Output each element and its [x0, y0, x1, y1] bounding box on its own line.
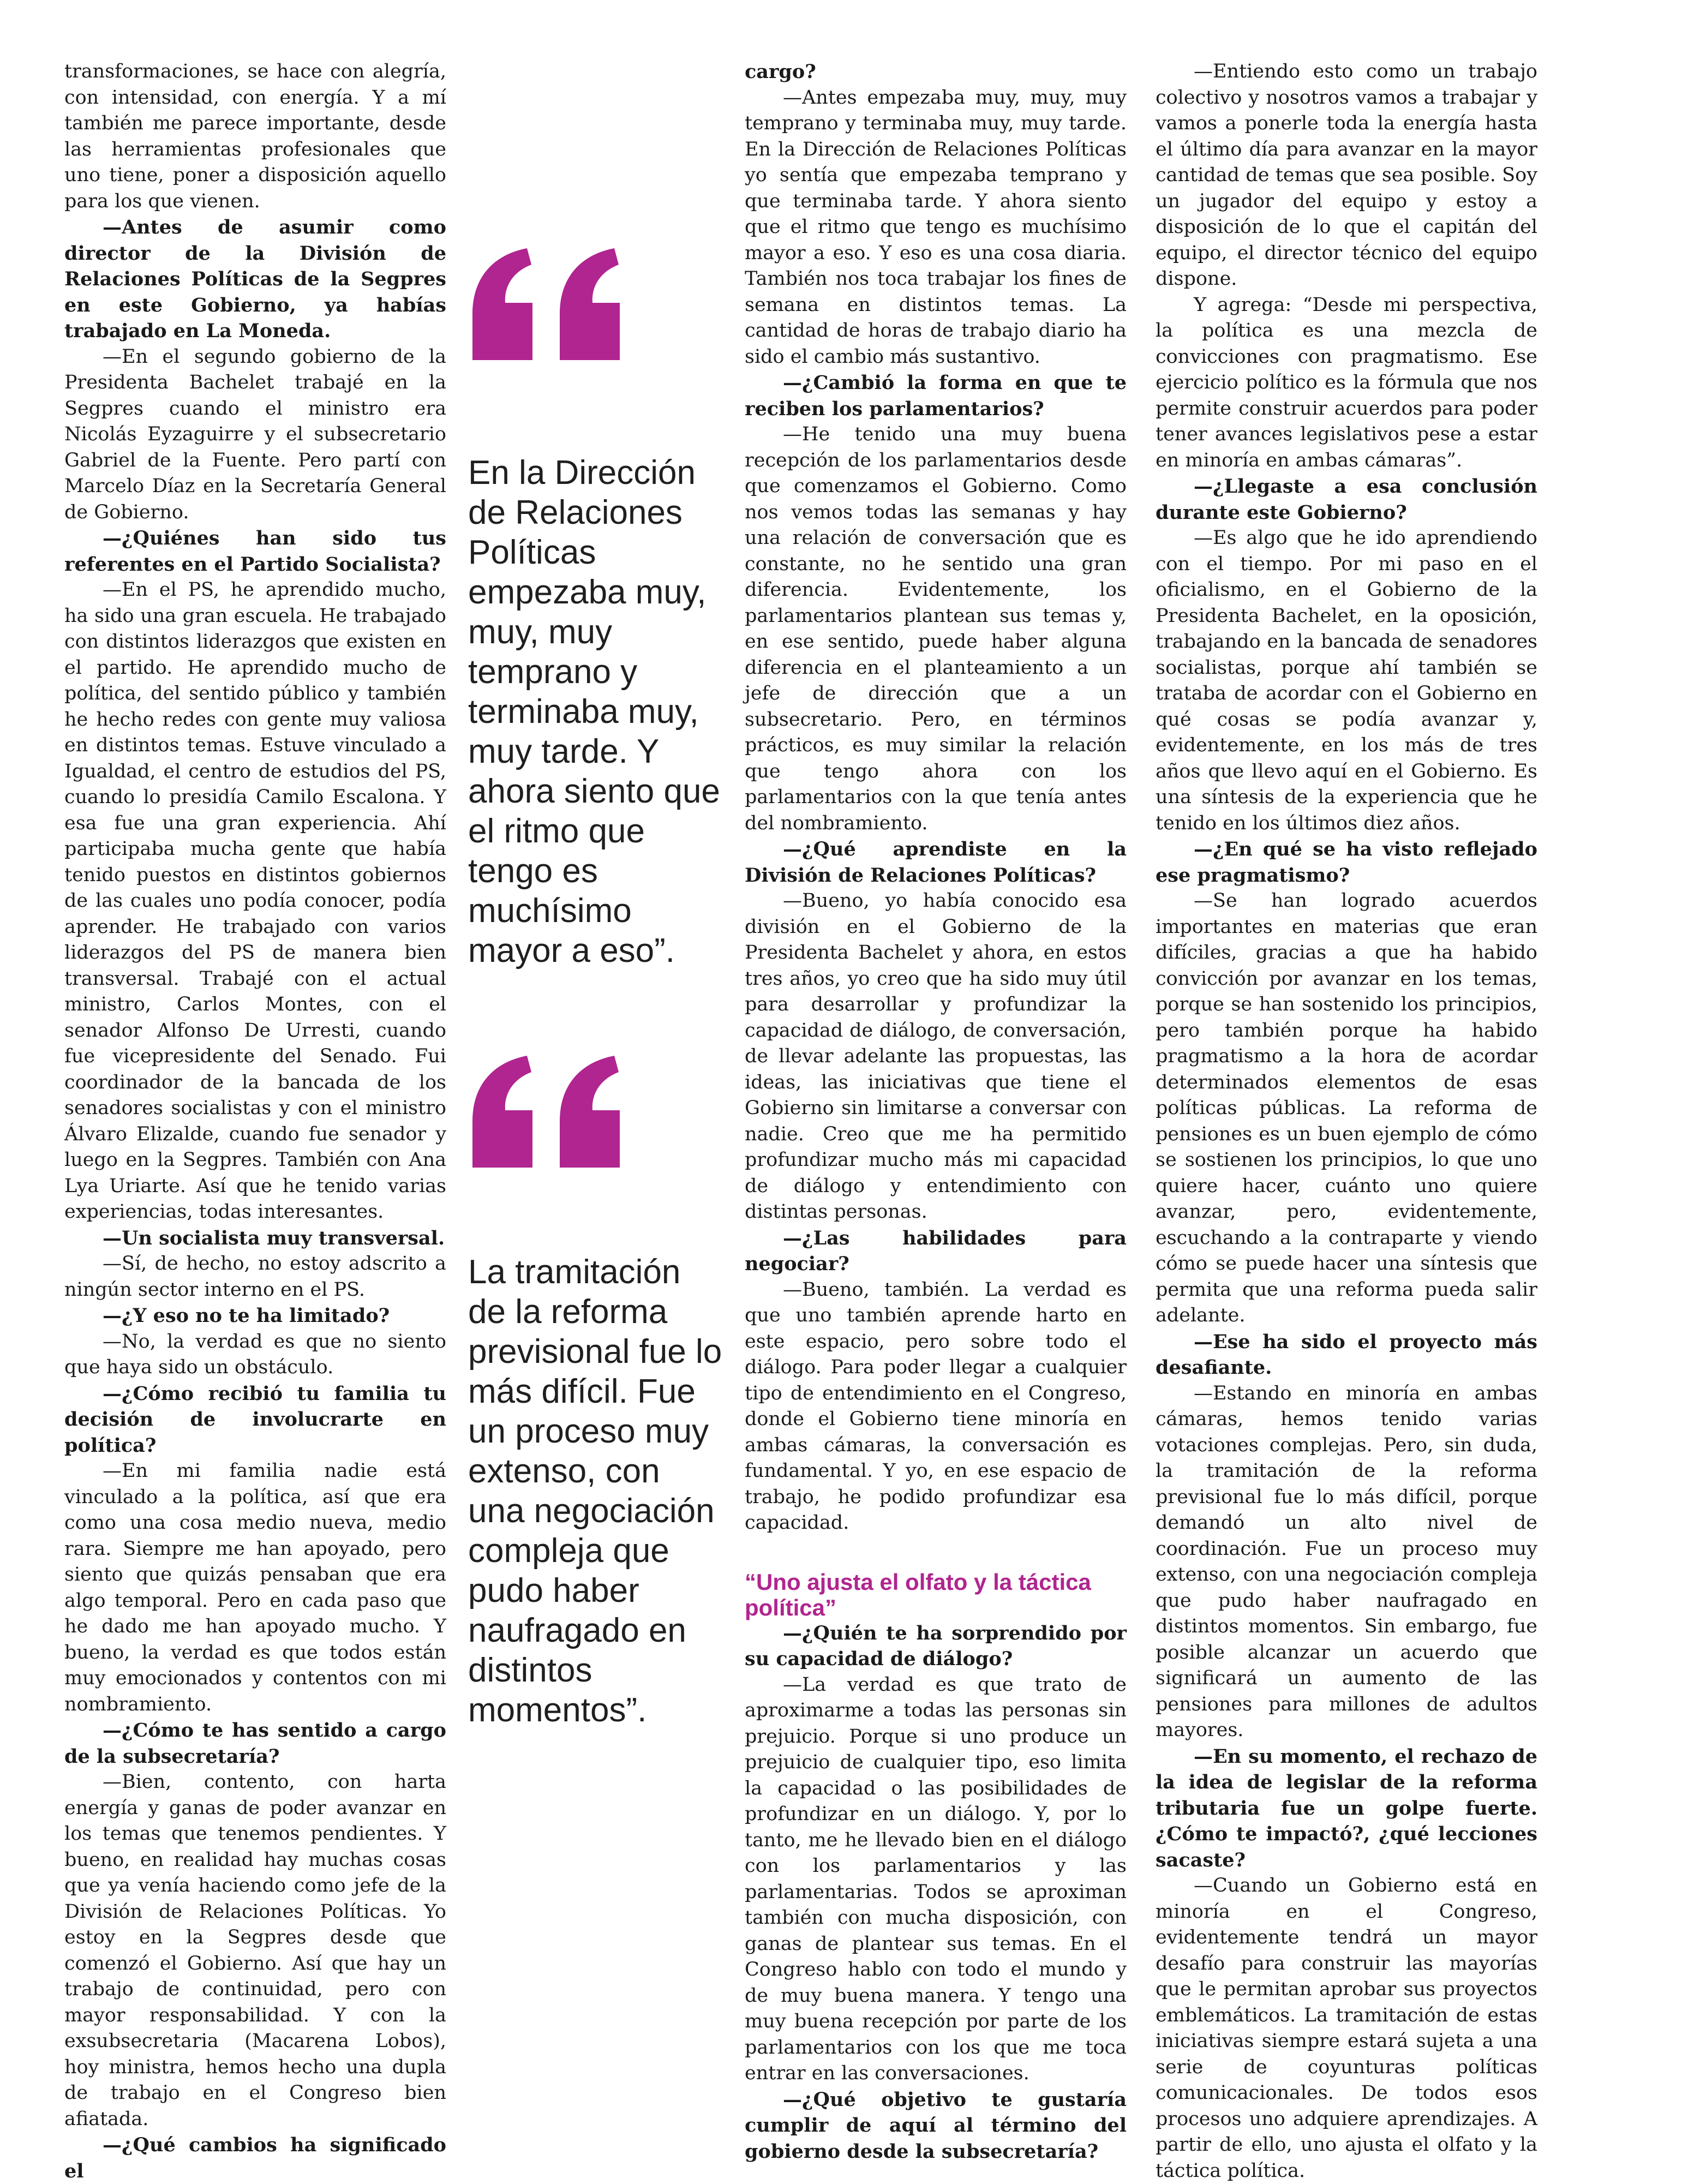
interview-question: —¿Quién te ha sorprendido por su capacidad de diálogo?: [745, 1621, 1127, 1670]
interview-question: —¿Qué aprendiste en la División de Relaciones Políticas?: [745, 838, 1127, 887]
paragraph: —Bien, contento, con harta energía y ganas de poder avanzar en los temas que tenemos pendientes. Y bueno, en realidad hay muchas cosas que ya venía haciendo como jefe de la División de Relaciones Políticas. Yo estoy en la Segpres desde que comenzó el Gobierno. Así que hay un trabajo de continuidad, pero con mayor responsabilidad. Y con la exsubsecretaria (Macarena Lobos), hoy ministra, hemos hecho una dupla de trabajo en el Congreso bien afiatada.: [64, 1771, 446, 2130]
paragraph: —Entiendo esto como un trabajo colectivo y nosotros vamos a trabajar y vamos a ponerle toda la energía hasta el último día para avanzar en la mayor cantidad de temas que sea posible. Soy un jugador del equipo y estoy a disposición de lo que el capitán del equipo, el director técnico del equipo dispone.: [1156, 61, 1537, 290]
article-column-3: [1156, 59, 1537, 2184]
interview-question: —¿Cómo recibió tu familia tu decisión de involucrarte en política?: [64, 1382, 446, 1457]
interview-question: —¿Qué objetivo te gustaría cumplir de aquí al término del gobierno desde la subsecretaría?: [745, 2088, 1127, 2163]
paragraph: —En el PS, he aprendido mucho, ha sido una gran escuela. He trabajado con distintos liderazgos que existen en el partido. He aprendido mucho de política, del sentido público y también he hecho redes con gente muy valiosa en distintos temas. Estuve vinculado a Igualdad, el centro de estudios del PS, cuando lo presidía Camilo Escalona. Y esa fue una gran experiencia. Ahí participaba mucha gente que había tenido puestos en distintos gobiernos de las cuales uno podía conocer, podía aprender. He trabajado con varios liderazgos del PS de manera bien transversal. Trabajé con el actual ministro, Carlos Montes, con el senador Alfonso De Urresti, cuando fue vicepresidente del Senado. Fui coordinador de la bancada de los senadores socialistas y con el ministro Álvaro Elizalde, cuando fue senador y luego en la Segpres. También con Ana Lya Uriarte. Así que he tenido varias experiencias, todas interesantes.: [64, 579, 446, 1223]
paragraph: —La verdad es que trato de aproximarme a todas las personas sin prejuicio. Porque si uno produce un prejuicio de cualquier tipo, eso limita la capacidad o las posibilidades de profundizar en un diálogo. Y, por lo tanto, me he llevado bien en el diálogo con los parlamentarios y las parlamentarias. Todos se aproximan también con mucha disposición, con ganas de plantear sus temas. En el Congreso hablo con todo el mundo y de muy buena manera. Y tengo una muy buena recepción por parte de los parlamentarios con los que me toca entrar en las conversaciones.: [745, 1673, 1127, 2084]
paragraph: —Bueno, también. La verdad es que uno también aprende harto en este espacio, pero sobre todo el diálogo. Para poder llegar a cualquier tipo de entendimiento en el Congreso, donde el Gobierno tiene minoría en ambas cámaras, la conversación es fundamental. Y yo, en ese espacio de trabajo, he podido profundizar esa capacidad.: [745, 1278, 1127, 1534]
paragraph: —No, la verdad es que no siento que haya sido un obstáculo.: [64, 1330, 446, 1378]
interview-question: —Un socialista muy transversal.: [103, 1226, 445, 1249]
interview-question: —¿Qué cambios ha significado el: [64, 2134, 446, 2182]
interview-question: —En su momento, el rechazo de la idea de legislar de la reforma tributaria fue un golpe fuerte. ¿Cómo te impactó?, ¿qué lecciones sacaste?: [1156, 1745, 1537, 1871]
paragraph: —Sí, de hecho, no estoy adscrito a ningún sector interno en el PS.: [64, 1253, 446, 1301]
paragraph: —Bueno, yo había conocido esa división en el Gobierno de la Presidenta Bachelet y ahora, en estos tres años, yo creo que ha sido muy útil para desarrollar y profundizar la capacidad de diálogo, de conversación, de llevar adelante las propuestas, las ideas, las iniciativas que tiene el Gobierno sin limitarse a conversar con nadie. Creo que me ha permitido profundizar mucho más mi capacidad de diálogo y entendimiento con distintas personas.: [745, 890, 1127, 1223]
article-column-2: [745, 59, 1127, 2164]
interview-question: —¿Cómo te has sentido a cargo de la subsecretaría?: [64, 1719, 446, 1768]
paragraph: —He tenido una muy buena recepción de los parlamentarios desde que comenzamos el Gobierno. Como nos vemos todas las semanas y hay una relación de conversación que es constante, no he sentido una gran diferencia. Evidentemente, los parlamentarios plantean sus temas y, en ese sentido, puede haber alguna diferencia en el planteamiento a un jefe de dirección que a un subsecretario. Pero, en términos prácticos, es muy similar la relación que tengo ahora con los parlamentarios con la que tenía antes del nombramiento.: [745, 423, 1127, 834]
open-quote-icon: [468, 1056, 632, 1170]
interview-question: —Ese ha sido el proyecto más desafiante.: [1156, 1330, 1537, 1379]
paragraph: —Es algo que he ido aprendiendo con el tiempo. Por mi paso en el oficialismo, en el Gobierno de la Presidenta Bachelet, en la oposición, trabajando en la bancada de senadores socialistas, porque ahí también se trataba de acordar con el Gobierno en qué cosas se podía avanzar y, evidentemente, en los más de tres años que llevo aquí en el Gobierno. Es una síntesis de la experiencia que he tenido en los últimos diez años.: [1156, 527, 1537, 834]
paragraph: —Estando en minoría en ambas cámaras, hemos tenido varias votaciones complejas. Pero, sin duda, la tramitación de la reforma previsional fue lo más difícil, porque demandó un alto nivel de coordinación. Fue un proceso muy extenso, con una negociación compleja que pudo haber naufragado en distintos momentos. Sin embargo, fue posible alcanzar un acuerdo que significará un aumento de las pensiones para millones de adultos mayores.: [1156, 1382, 1537, 1741]
interview-question: —¿Llegaste a esa conclusión durante este Gobierno?: [1156, 475, 1537, 524]
section-subheading: “Uno ajusta el olfato y la táctica política”: [745, 1569, 1091, 1620]
pull-quote-1: [468, 248, 725, 971]
interview-question: —¿Y eso no te ha limitado?: [103, 1305, 390, 1327]
interview-question: —¿Quiénes han sido tus referentes en el Partido Socialista?: [64, 527, 446, 576]
paragraph: transformaciones, se hace con alegría, con intensidad, con energía. Y a mí también me parece importante, desde las herramientas profesionales que uno tiene, poner a disposición aquello para los que vienen.: [64, 61, 446, 212]
pull-quote-text: La tramitación de la reforma previsional fue lo más difícil. Fue un proceso muy extenso, con una negociación compleja que pudo haber naufragado en distintos momentos”.: [468, 1253, 722, 1729]
interview-question: —¿En qué se ha visto reflejado ese pragmatismo?: [1156, 838, 1537, 887]
interview-question: —¿Las habilidades para negociar?: [745, 1226, 1127, 1275]
article-column-1: [64, 59, 446, 2184]
paragraph: Y agrega: “Desde mi perspectiva, la política es una mezcla de convicciones con pragmatismo. Ese ejercicio político es la fórmula que nos permite construir acuerdos para poder tener avances legislativos pese a estar en minoría en ambas cámaras”.: [1156, 294, 1537, 471]
pull-quote-2: [468, 1056, 725, 1730]
paragraph: —Antes empezaba muy, muy, muy temprano y terminaba muy, muy tarde. En la Dirección de Relaciones Políticas yo sentía que empezaba temprano y que terminaba tarde. Y ahora siento que el ritmo que tengo es muchísimo mayor a eso. Y eso es una cosa diaria. También nos toca trabajar los fines de semana en distintos temas. La cantidad de horas de trabajo diario ha sido el cambio más sustantivo.: [745, 86, 1127, 368]
paragraph: —Cuando un Gobierno está en minoría en el Congreso, evidentemente tendrá un mayor desafío para construir las mayorías que le permitan aprobar sus proyectos emblemáticos. La tramitación de estas iniciativas siempre estará sujeta a una serie de coyunturas políticas comunicacionales. De todos esos procesos uno adquiere aprendizajes. A partir de ello, uno ajusta el olfato y la táctica política.: [1156, 1875, 1537, 2182]
paragraph: —En el segundo gobierno de la Presidenta Bachelet trabajé en la Segpres cuando el ministro era Nicolás Eyzaguirre y el subsecretario Gabriel de la Fuente. Pero partí con Marcelo Díaz en la Secretaría General de Gobierno.: [64, 345, 446, 523]
open-quote-icon: [468, 248, 632, 363]
interview-question: —Antes de asumir como director de la División de Relaciones Políticas de la Segpres en este Gobierno, ya habías trabajado en La Moneda.: [64, 216, 446, 342]
pull-quote-text: En la Dirección de Relaciones Políticas empezaba muy, muy, muy temprano y terminaba muy, muy tarde. Y ahora siento que el ritmo que tengo es muchísimo mayor a eso”.: [468, 454, 720, 970]
paragraph: —En mi familia nadie está vinculado a la política, así que era como una cosa medio nueva, medio rara. Siempre me han apoyado, pero siento que quizás pensaban que era algo temporal. Pero en cada paso que he dado me han apoyado mucho. Y bueno, la verdad es que todos están muy emocionados y contentos con mi nombramiento.: [64, 1460, 446, 1715]
interview-question: —¿Cambió la forma en que te reciben los parlamentarios?: [745, 372, 1127, 420]
interview-question: cargo?: [745, 61, 816, 83]
paragraph: —Se han logrado acuerdos importantes en materias que eran difíciles, gracias a que ha habido convicción por avanzar en los temas, porque se han sostenido los principios, pero también porque ha habido pragmatismo a la hora de acordar determinados elementos de esas políticas públicas. La reforma de pensiones es un buen ejemplo de cómo se sostienen los principios, lo que uno quiere hacer, cuánto uno quiere avanzar, pero, evidentemente, escuchando a la contraparte y viendo cómo se puede hacer una síntesis que permita que una reforma pueda salir adelante.: [1156, 890, 1537, 1326]
